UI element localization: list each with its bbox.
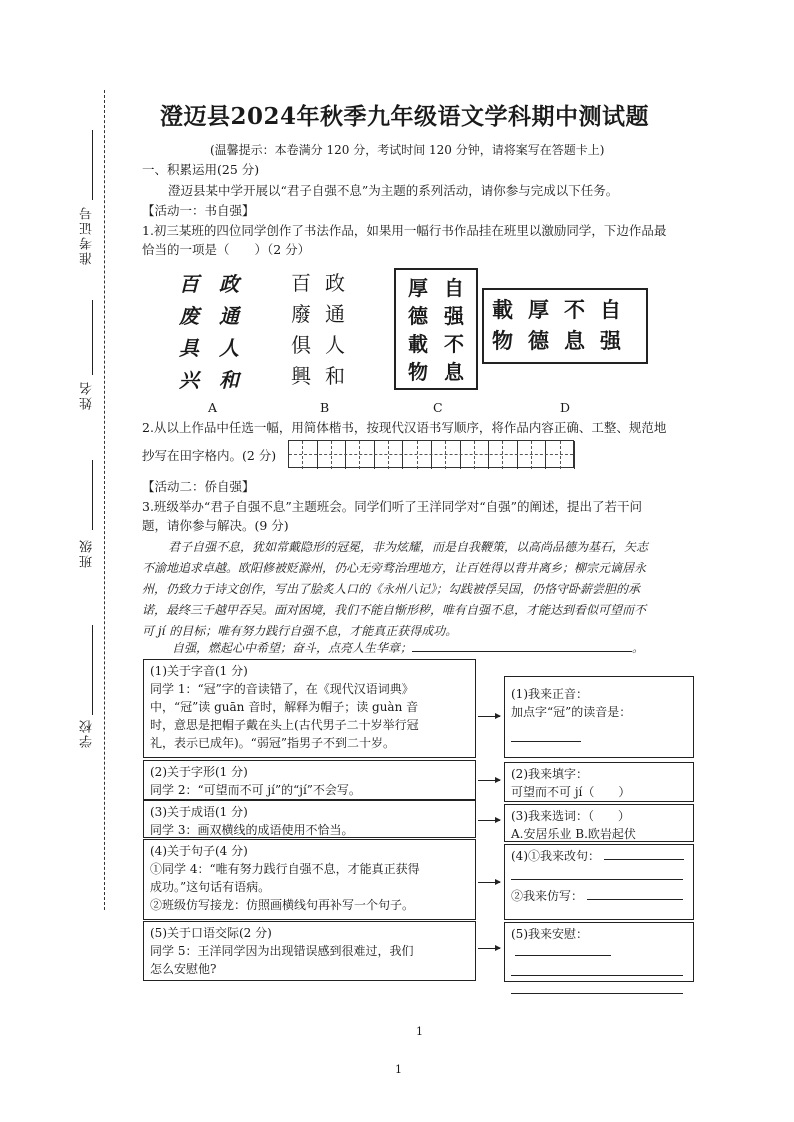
option-label-C: C (433, 400, 443, 415)
calligraphy-D-row1: 載厚不自 (492, 297, 636, 322)
calligraphy-B (288, 268, 358, 398)
calligraphy-D-row2: 物德息强 (492, 328, 636, 353)
arrow-2 (478, 780, 500, 781)
tianzige-cell[interactable] (346, 441, 360, 469)
left-box-sentence: (4)关于句子(4 分) ①同学 4：“唯有努力践行自强不息，才能真正获得 成功。”这句话有语病。 ②班级仿写接龙：仿照画横线句再补写一个句子。 (143, 839, 476, 920)
class-label: 班级 (80, 538, 95, 568)
activity1-heading: 【活动一：书自强】 (142, 203, 255, 218)
tianzige-cell[interactable] (318, 441, 332, 469)
arrow-3 (478, 820, 500, 821)
tianzige-cell[interactable] (504, 441, 518, 469)
calligraphy-C (394, 268, 478, 390)
option-label-B: B (320, 400, 330, 415)
tianzige-cell[interactable] (461, 441, 475, 469)
exam-no-label: 准考证号 (80, 205, 95, 265)
right-box-character: (2)我来填字： 可望而不可 jí（ ） (504, 762, 694, 802)
tianzige-grid[interactable] (288, 440, 574, 468)
school-underline (92, 625, 93, 715)
tianzige-cell[interactable] (432, 441, 446, 469)
arrow-5 (478, 948, 500, 949)
right-box-idiom: (3)我来选词：（ ） A.安居乐业 B.欧岩起伏 (504, 804, 694, 842)
left-box-oral: (5)关于口语交际(2 分) 同学 5：王洋同学因为出现错误感到很难过，我们 怎么安慰他? (143, 921, 476, 981)
passage-line4: 诺，最终三千越甲吞吴。面对困境，我们不能自惭形秽，唯有自强不息，才能达到看似可望而不 (142, 603, 647, 617)
binding-dashed-line (104, 90, 105, 910)
tianzige-cell[interactable] (489, 441, 503, 469)
option-label-D: D (560, 400, 571, 415)
name-underline (92, 300, 93, 375)
activity2-heading: 【活动二：侨自强】 (142, 479, 255, 494)
tianzige-cell[interactable] (403, 441, 417, 469)
q2-line2: 抄写在田字格内。(2 分) (142, 448, 277, 463)
tianzige-cell[interactable] (303, 441, 317, 469)
comfort-blank-2[interactable] (511, 975, 683, 976)
tianzige-cell[interactable] (332, 441, 346, 469)
tip-text: (温馨提示：本卷满分 120 分，考试时间 120 分钟，请将案写在答题卡上) (210, 143, 605, 157)
option-label-A: A (208, 400, 218, 415)
passage-line5: 可 jí 的目标；唯有努力践行自强不息，才能真正获得成功。 (142, 624, 458, 638)
class-underline (92, 460, 93, 530)
page-title: 澄迈县2024年秋季九年级语文学科期中测试题 (160, 103, 650, 130)
passage-blank[interactable] (412, 651, 632, 652)
left-box-pronunciation: (1)关于字音(1 分) 同学 1：“冠”字的音读错了，在《现代汉语词典》 中，“冠”读 guān 音时，解释为帽子；读 guàn 音 时，意思是把帽子戴在头上(古代男子二十岁举行冠 礼，表示已成年)。“弱冠”指男子不到二十岁。 (143, 659, 476, 758)
revise-sentence-blank-1[interactable] (604, 859, 684, 860)
tianzige-cell[interactable] (532, 441, 546, 469)
tianzige-cell[interactable] (389, 441, 403, 469)
tianzige-midline (289, 454, 573, 455)
passage-last-text: 自强，燃起心中希望；奋斗，点亮人生华章； (172, 641, 413, 655)
calligraphy-D (482, 288, 648, 364)
calligraphy-C-col1: 厚 德 載 物 (408, 276, 428, 384)
name-label: 姓名 (80, 380, 95, 410)
comfort-blank-1[interactable] (515, 955, 611, 956)
passage-line1: 君子自强不息，犹如常戴隐形的冠冕，非为炫耀，而是自我鞭策，以高尚品德为基石，矢志 (168, 540, 649, 554)
tianzige-cell[interactable] (518, 441, 532, 469)
tianzige-cell[interactable] (289, 441, 303, 469)
calligraphy-C-col2: 自 强 不 息 (444, 276, 464, 384)
right-box-oral: (5)我来安慰： (504, 922, 694, 982)
arrow-1 (478, 716, 500, 717)
calligraphy-A-col2: 政 通 人 和 (219, 272, 239, 392)
arrow-4 (478, 882, 500, 883)
page-number-inner: 1 (416, 1025, 423, 1038)
exam-no-underline (92, 130, 93, 200)
q2-line1: 2.从以上作品中任选一幅，用简体楷书，按现代汉语书写顺序，将作品内容正确、工整、规范地 (142, 420, 667, 435)
passage-fill-line (172, 639, 644, 658)
tianzige-cell[interactable] (446, 441, 460, 469)
calligraphy-A (176, 268, 256, 398)
left-box-idiom: (3)关于成语(1 分) 同学 3：画双横线的成语使用不恰当。 (143, 800, 476, 838)
tianzige-cell[interactable] (561, 441, 575, 469)
calligraphy-B-col1: 百 廢 俱 興 (291, 271, 311, 388)
right-box-pronunciation: (1)我来正音： 加点字“冠”的读音是： (504, 676, 694, 758)
q3-line1: 3.班级举办“君子自强不息”主题班会。同学们听了王洋同学对“自强”的阐述，提出了若干问 (142, 499, 642, 514)
calligraphy-B-col2: 政 通 人 和 (325, 271, 345, 388)
imitate-sentence-blank-1[interactable] (587, 899, 683, 900)
passage-line3: 州，仍致力于诗文创作，写出了脍炙人口的《永州八记》；勾践被俘吴国，仍恪守卧薪尝胆的承 (142, 582, 641, 596)
q1-line2: 恰当的一项是（ ）（2 分） (142, 242, 311, 257)
tianzige-cell[interactable] (475, 441, 489, 469)
tianzige-cell[interactable] (418, 441, 432, 469)
imitate-sentence-blank-2[interactable] (511, 919, 683, 920)
q1-line1: 1.初三某班的四位同学创作了书法作品，如果用一幅行书作品挂在班里以激励同学，下边作品最 (142, 223, 667, 238)
tianzige-cell[interactable] (361, 441, 375, 469)
calligraphy-A-col1: 百 废 具 兴 (179, 272, 199, 392)
passage-line2: 不渝地追求卓越。欧阳修被贬滁州，仍心无旁骛治理地方，让百姓得以背井离乡；柳宗元谪居永 (142, 561, 647, 575)
revise-sentence-blank-2[interactable] (511, 879, 683, 880)
right-box-sentence: (4)①我来改句： ②我来仿写： (504, 844, 694, 920)
passage-period: 。 (632, 641, 645, 655)
section-heading: 一、积累运用(25 分) (142, 162, 260, 177)
school-label: 学校 (80, 718, 95, 748)
left-box-character: (2)关于字形(1 分) 同学 2：“可望而不可 jí”的“jí”不会写。 (143, 760, 476, 800)
intro-text: 澄迈县某中学开展以“君子自强不息”为主题的系列活动，请你参与完成以下任务。 (168, 183, 619, 198)
page-number-outer: 1 (395, 1063, 402, 1076)
comfort-blank-3[interactable] (511, 993, 683, 994)
tianzige-cell[interactable] (546, 441, 560, 469)
pronunciation-answer-blank[interactable] (511, 741, 581, 742)
tianzige-cell[interactable] (375, 441, 389, 469)
q3-line2: 题，请你参与解决。(9 分) (142, 518, 289, 533)
